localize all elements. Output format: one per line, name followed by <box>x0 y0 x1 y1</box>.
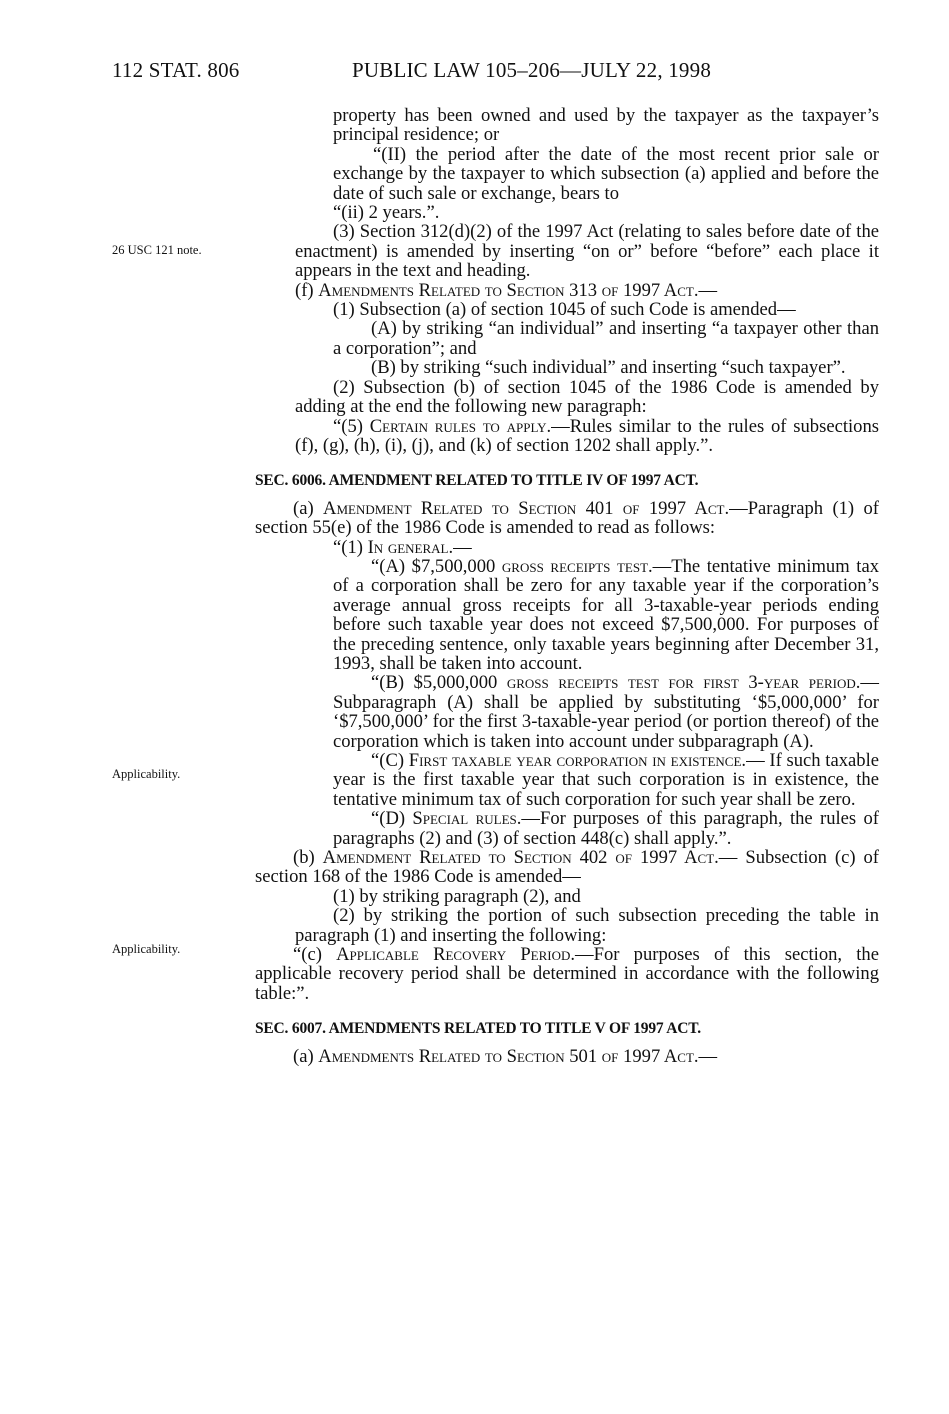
paragraph: (a) Amendments Related to Section 501 of 1997 Act.— <box>293 1045 718 1067</box>
paragraph: (B) by striking “such individual” and inserting “such taxpayer”. <box>371 357 846 379</box>
paragraph: property has been owned and used by the taxpayer as the taxpayer’s principal residence; or <box>333 105 879 146</box>
paragraph: (1) Subsection (a) of section 1045 of such Code is amended— <box>333 299 796 321</box>
paragraph: (A) by striking “an individual” and inserting “a taxpayer other than a corporation”; and <box>333 318 879 359</box>
subsection-heading: (f) Amendments Related to Section 313 of 1997 Act.— <box>295 279 718 301</box>
paragraph: “(A) $7,500,000 gross receipts test.—The tentative minimum tax of a corporation shall be zero for any taxable year if the corporation’s average annual gross receipts for all 3-taxable-year periods ending before such taxable year does not exceed $7,500,000. For purposes of the preceding sentence, only taxable years beginning after December 31, 1993, shall be taken into account. <box>333 555 879 674</box>
paragraph: “(ii) 2 years.”. <box>333 202 440 224</box>
paragraph: (a) Amendment Related to Section 401 of 1997 Act.—Paragraph (1) of section 55(e) of the 1986 Code is amended to read as follows: <box>255 497 879 539</box>
margin-note-usc: 26 USC 121 note. <box>112 243 202 257</box>
margin-note-applicability: Applicability. <box>112 767 181 781</box>
section-heading: SEC. 6006. AMENDMENT RELATED TO TITLE IV OF 1997 ACT. <box>255 472 699 490</box>
paragraph: “(D) Special rules.—For purposes of this paragraph, the rules of paragraphs (2) and (3) of section 448(c) shall apply.”. <box>333 808 879 849</box>
paragraph: (3) Section 312(d)(2) of the 1997 Act (relating to sales before date of the enactment) is amended by inserting “on or” before “before” each place it appears in the text and heading. <box>295 221 879 282</box>
running-header: PUBLIC LAW 105–206—JULY 22, 1998 <box>352 58 712 82</box>
paragraph: “(c) Applicable Recovery Period.—For purposes of this section, the applicable recovery period shall be determined in accordance with the following table:”. <box>255 944 879 1004</box>
paragraph: “(II) the period after the date of the most recent prior sale or exchange by the taxpayer to which subsection (a) applied and before the date of such sale or exchange, bears to <box>333 143 879 204</box>
paragraph: “(B) $5,000,000 gross receipts test for first 3-year period.—Subparagraph (A) shall be applied by substituting ‘$5,000,000’ for ‘$7,500,000’ for the first 3-taxable-year period (or portion thereof) of the corporation which is taken into account under subparagraph (A). <box>333 672 879 752</box>
paragraph: (b) Amendment Related to Section 402 of 1997 Act.— Subsection (c) of section 168 of the 1986 Code is amended— <box>255 847 879 888</box>
paragraph: (1) by striking paragraph (2), and <box>333 885 581 907</box>
paragraph: “(C) First taxable year corporation in existence.— If such taxable year is the first taxable year that such corporation is in existence, the tentative minimum tax of such corporation for such year shall be zero. <box>333 750 879 810</box>
margin-note-applicability: Applicability. <box>112 942 181 956</box>
paragraph: “(1) In general.— <box>333 536 472 558</box>
page-stat-number: 112 STAT. 806 <box>112 58 240 82</box>
section-heading: SEC. 6007. AMENDMENTS RELATED TO TITLE V OF 1997 ACT. <box>255 1020 701 1038</box>
paragraph: “(5) Certain rules to apply.—Rules similar to the rules of subsections (f), (g), (h), (i), (j), and (k) of section 1202 shall apply.”. <box>295 415 879 456</box>
page-body <box>255 106 879 1066</box>
paragraph: (2) Subsection (b) of section 1045 of the 1986 Code is amended by adding at the end the following new paragraph: <box>295 376 879 418</box>
paragraph: (2) by striking the portion of such subsection preceding the table in paragraph (1) and inserting the following: <box>295 905 879 946</box>
